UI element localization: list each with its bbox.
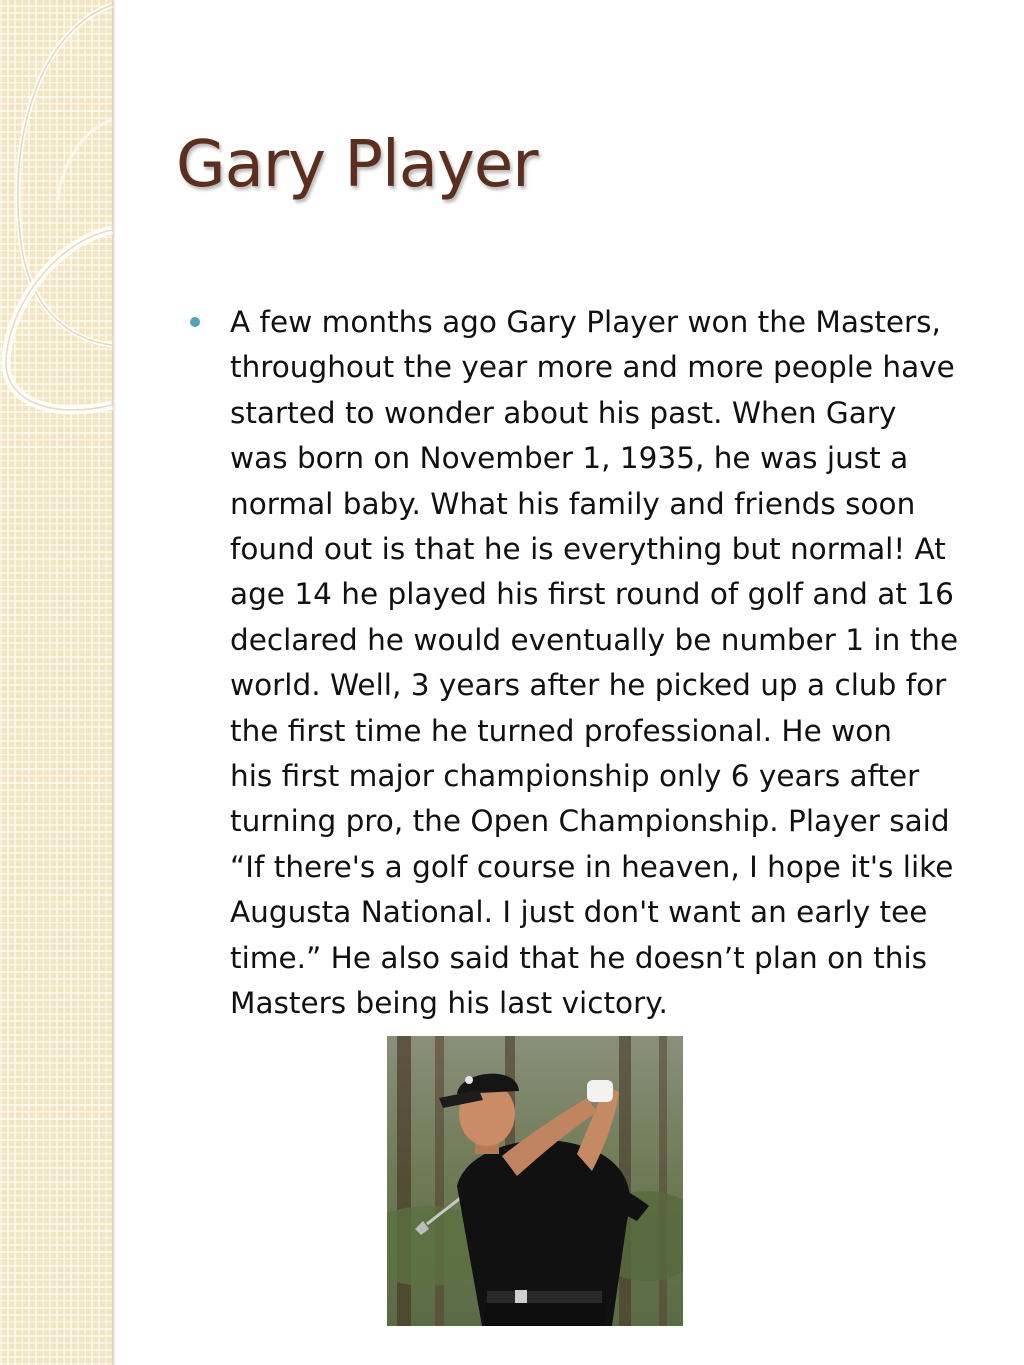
bullet-list [186,300,986,1027]
body-line: A few months ago Gary Player won the Masters, [230,305,941,339]
golfer-illustration [387,1036,683,1326]
body-line: started to wonder about his past. When Gary [230,395,897,430]
body-line: turning pro, the Open Championship. Player said [230,804,950,839]
body-line: normal baby. What his family and friends soon [230,486,916,521]
body-line: the first time he turned professional. He won [230,713,892,748]
bullet-dot-icon [190,317,200,327]
decorative-swirl [0,0,140,460]
body-line: world. Well, 3 years after he picked up a club for [230,668,947,703]
bullet-text [230,300,986,1027]
body-line: age 14 he played his first round of golf and at 16 [230,577,954,612]
body-line: throughout the year more and more people have [230,350,955,385]
body-line: “If there's a golf course in heaven, I hope it's like [230,849,954,884]
body-line: was born on November 1, 1935, he was just a [230,441,909,476]
body-line: time.” He also said that he doesn’t plan on this [230,940,928,975]
golfer-photo [387,1036,683,1326]
body-line: Masters being his last victory. [230,986,668,1021]
body-line: Augusta National. I just don't want an early tee [230,895,928,930]
bullet-item [186,300,986,1027]
slide-title: Gary Player [176,128,538,202]
body-line: declared he would eventually be number 1 in the [230,622,959,657]
body-line: his first major championship only 6 years after [230,759,920,794]
body-line: found out is that he is everything but normal! At [230,532,946,567]
